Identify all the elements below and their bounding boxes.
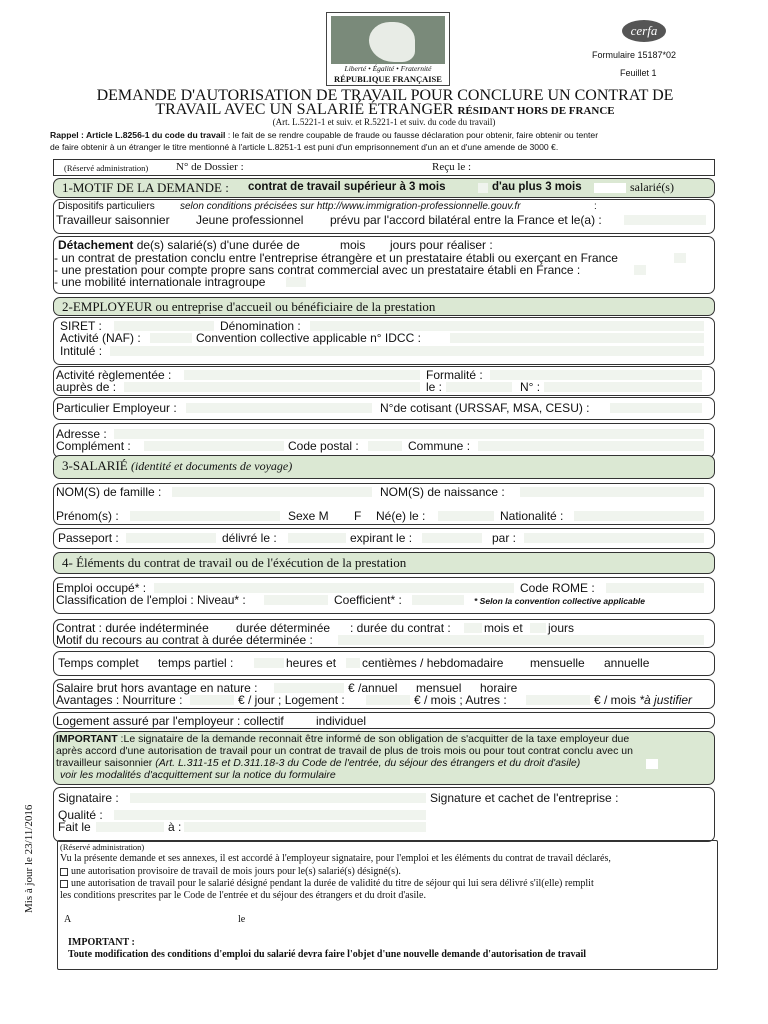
employee-box [53,483,715,525]
dispositifs-note: selon conditions précisées sur http://www.immigration-professionnelle.gouv.fr [180,201,521,212]
commune-label: Commune : [408,439,471,453]
dispositifs-box [53,199,715,234]
section4-title: 4- Éléments du contrat de travail ou de l'éxécution de la prestation [62,555,407,570]
reminder-line2: de faire obtenir à un étranger le titre mentionné à l'article L.8251-1 est puni d'un emprisonnement d'un an et d'une amende de 3000 €. [50,142,559,152]
mois-et-label: mois et [484,621,523,635]
qualite-field[interactable] [114,810,426,820]
housing-box [53,712,715,729]
form-number: Formulaire 15187*02 [592,50,677,60]
detach-option-1-check[interactable] [674,253,686,263]
salaire-label: Salaire brut hors avantage en nature : [56,681,258,695]
expirant-label: expirant le : [350,531,413,545]
section3-header [53,455,715,479]
cerfa-logo: cerfa [622,20,666,42]
duree-jours-field[interactable] [530,623,546,633]
naissance-field[interactable] [520,487,704,497]
formalite-date-field[interactable] [446,382,512,392]
salaire-field[interactable] [274,683,344,693]
reminder-line1: Rappel : Article L.8256-1 du code du travail : le fait de se rendre coupable de fraude ou fausse déclaration pour obtenir, faire obtenir ou tenter [50,130,599,140]
cp-label: Code postal : [288,439,359,453]
activite-label: Activité (NAF) : [60,331,141,345]
articles-ref: (Art. L.5221-1 et suiv. et R.5221-1 et suiv. du code du travail) [272,117,496,127]
justifier-label: € / mois *à justifier [594,693,693,707]
naf-field[interactable] [150,333,192,343]
temps-complet-option[interactable]: Temps complet [58,656,139,670]
section1-title: 1-MOTIF DE LA DEMANDE : [62,180,229,195]
motto: Liberté • Égalité • Fraternité [344,64,432,73]
denomination-field[interactable] [310,321,704,331]
passport-box [53,528,715,549]
coefficient-field[interactable] [412,595,464,605]
annuel-option[interactable]: € /annuel [348,681,398,695]
temps-partiel-option[interactable]: temps partiel : [158,656,234,670]
hebdomadaire-option[interactable]: centièmes / hebdomadaire [362,656,504,670]
detachement-line: Détachement de(s) salarié(s) d'une durée de [58,238,300,252]
mensuel-option[interactable]: mensuel [416,681,462,695]
address-box [53,423,715,458]
cachet-label: Signature et cachet de l'entreprise : [430,791,619,805]
cp-field[interactable] [368,441,402,451]
sheet-number: Feuillet 1 [620,68,657,78]
detach-option-2-check[interactable] [634,265,646,275]
jours-label: jours [548,621,575,635]
detach-jours-label: jours pour réaliser : [390,238,493,252]
par-label: par : [492,531,517,545]
formalite-label: Formalité : [426,368,483,382]
detach-option-1[interactable]: - un contrat de prestation conclu entre l'entreprise étrangère et un prestataire établi ou exerçant en France [54,251,618,265]
sexe-f-option[interactable]: F [354,509,362,523]
mensuelle-option[interactable]: mensuelle [530,656,585,670]
formalite-date-label: le : [426,380,443,394]
option-more-3-months[interactable]: contrat de travail supérieur à 3 mois [248,181,446,193]
siret-label: SIRET : [60,319,102,333]
siret-field[interactable] [114,321,214,331]
particulier-label: Particulier Employeur : [56,401,177,415]
heures-label: heures et [286,656,337,670]
particulier-box [53,397,715,420]
rome-field[interactable] [606,583,704,593]
complement-field[interactable] [144,441,284,451]
annuelle-option[interactable]: annuelle [604,656,650,670]
heures-field[interactable] [254,658,284,668]
adresse-label: Adresse : [56,427,107,441]
saisonnier-option[interactable]: Travailleur saisonnier [56,213,170,227]
admin-decision-box [57,840,718,970]
detach-option-3[interactable]: - une mobilité internationale intragroupe [54,275,266,289]
cdi-option[interactable]: Contrat : durée indéterminée [56,621,209,635]
lieu-field[interactable] [184,822,426,832]
logement-label: € / jour ; Logement : [238,693,345,707]
checkbox-more-3-months[interactable] [478,183,488,193]
salaries-count-field[interactable] [594,183,626,193]
job-box [53,577,715,614]
aupres-field[interactable] [124,382,420,392]
cotisant-field[interactable] [610,403,702,413]
form-title-line2: TRAVAIL AVEC UN SALARIÉ ÉTRANGER RÉSIDANT HORS DE FRANCE [155,101,615,118]
ne-label: Né(e) le : [376,509,426,523]
lieu-label: à : [168,820,182,834]
coefficient-label: Coefficient* : [334,593,402,607]
dispositifs-colon: : [594,201,597,212]
qualite-label: Qualité : [58,808,103,822]
important-line2: après accord d'une autorisation de travail pour un contrat de travail de plus de trois mois ou pour tout contrat conclu avec un [56,745,633,757]
admin-line3: une autorisation de travail pour le salarié désigné pendant la durée de validité du titre de séjour qui lui sera délivré s'il(elle) remplit [60,878,594,889]
permanent-checkbox[interactable] [60,880,68,888]
horaire-option[interactable]: horaire [480,681,518,695]
duree-label: : durée du contrat : [350,621,451,635]
admin-line4: les conditions prescrites par le Code de l'entrée et du séjour des étrangers et du droit d'asile. [60,890,426,901]
salaries-label: salarié(s) [630,180,674,194]
section2-title: 2-EMPLOYEUR ou entreprise d'accueil ou bénéficiaire de la prestation [62,299,436,314]
passeport-label: Passeport : [58,531,119,545]
ne-field[interactable] [438,511,494,521]
admin-line1: Vu la présente demande et ses annexes, il est accordé à l'employeur signataire, pour l'emploi et les éléments du contrat de travail déclarés, [60,853,611,864]
accord-label: prévu par l'accord bilatéral entre la France et le(a) : [330,213,602,227]
working-time-box [53,651,715,676]
republic-label: RÉPUBLIQUE FRANÇAISE [334,74,442,84]
salary-box [53,679,715,709]
particulier-field[interactable] [186,403,372,413]
prenom-field[interactable] [130,511,280,521]
detach-option-2[interactable]: - une prestation pour compte propre sans contrat commercial avec un prestataire établi en France : [54,263,581,277]
section2-header [53,297,715,316]
formalite-number-label: N° : [520,380,541,394]
admin-date-label: le [238,914,246,925]
jeune-pro-option[interactable]: Jeune professionnel [196,213,304,227]
activity-regulated-box [53,366,715,396]
admin-reserved-label: (Réservé administration) [60,842,145,852]
emploi-label: Emploi occupé* : [56,581,147,595]
nourriture-field[interactable] [190,695,234,705]
aupres-label: auprès de : [56,380,117,394]
section3-title: 3-SALARIÉ (identité et documents de voyage) [62,458,293,473]
nationalite-field[interactable] [574,511,704,521]
nom-label: NOM(S) de famille : [56,485,162,499]
logement-field[interactable] [366,695,410,705]
idcc-field[interactable] [450,333,704,343]
contract-box [53,619,715,648]
passeport-field[interactable] [126,533,216,543]
form-title-line1: DEMANDE D'AUTORISATION DE TRAVAIL POUR CONCLURE UN CONTRAT DE [96,87,674,104]
prenom-label: Prénom(s) : [56,509,119,523]
provisional-checkbox[interactable] [60,868,68,876]
accord-country-field[interactable] [624,215,706,225]
admin-lieu-label: A [64,914,72,925]
cdd-option[interactable]: durée déterminée [236,621,331,635]
detachement-box [53,236,715,294]
reserved-label: (Réservé administration) [64,163,149,173]
detach-option-3-check[interactable] [286,277,306,287]
update-date: Mis à jour le 23/11/2016 [23,804,35,913]
marianne-icon [331,16,445,64]
complement-label: Complément : [56,439,131,453]
emploi-field[interactable] [154,583,514,593]
autres-field[interactable] [526,695,590,705]
nom-field[interactable] [172,487,372,497]
fait-date-field[interactable] [96,822,164,832]
intitule-label: Intitulé : [60,344,103,358]
admin-dossier-row [53,159,715,176]
admin-line2: une autorisation provisoire de travail de mois jours pour le(s) salarié(s) désigné(s). [60,866,401,877]
motif-field[interactable] [338,635,704,645]
important-box [53,731,715,785]
delivre-label: délivré le : [222,531,277,545]
autres-label: € / mois ; Autres : [414,693,507,707]
reglementee-label: Activité règlementée : [56,368,172,382]
adresse-field[interactable] [114,429,704,439]
employer-box [53,317,715,365]
cotisant-label: N°de cotisant (URSSAF, MSA, CESU) : [380,401,590,415]
dossier-label: N° de Dossier : [176,161,244,173]
admin-notice: Toute modification des conditions d'emploi du salarié devra faire l'objet d'une nouvelle demande d'autorisation de travail [68,949,587,960]
recu-label: Reçu le : [432,161,472,173]
formalite-number-field[interactable] [544,382,702,392]
motif-label: Motif du recours au contrat à durée déterminée : [56,633,313,647]
reglementee-field[interactable] [184,370,420,380]
centiemes-field[interactable] [346,658,360,668]
expirant-field[interactable] [422,533,482,543]
avantages-label: Avantages : Nourriture : [56,693,183,707]
niveau-field[interactable] [264,595,328,605]
marianne-logo [326,12,450,86]
detach-mois-label: mois [340,238,366,252]
tax-acknowledge-check[interactable] [646,759,658,769]
par-field[interactable] [524,533,704,543]
signataire-label: Signataire : [58,791,119,805]
important-line3: travailleur saisonnier (Art. L.311-15 et D.311.18-3 du Code de l'entrée, du séjour des étrangers et du droit d'asile) [56,757,581,769]
rome-label: Code ROME : [520,581,595,595]
sexe-m-option[interactable]: Sexe M [288,509,329,523]
important-line4: voir les modalités d'acquittement sur la notice du formulaire [60,769,336,781]
commune-field[interactable] [478,441,704,451]
important-line1: IMPORTANT :Le signataire de la demande reconnait être informé de son obligation de s'acquitter de la taxe employeur due [56,733,630,745]
nationalite-label: Nationalité : [500,509,564,523]
intitule-field[interactable] [110,346,704,356]
dispositifs-label: Dispositifs particuliers [58,201,155,212]
denomination-label: Dénomination : [220,319,301,333]
fait-label: Fait le [58,820,91,834]
naissance-label: NOM(S) de naissance : [380,485,505,499]
section1-header [53,178,715,198]
option-max-3-months[interactable]: d'au plus 3 mois [492,181,582,193]
convention-note: * Selon la convention collective applicable [474,596,645,606]
delivre-field[interactable] [288,533,346,543]
signature-box [53,787,715,842]
duree-mois-field[interactable] [464,623,482,633]
admin-important-label: IMPORTANT : [68,937,135,948]
collectif-option[interactable]: Logement assuré par l'employeur : collectif [56,714,284,728]
classification-label: Classification de l'emploi : Niveau* : [56,593,246,607]
individuel-option[interactable]: individuel [316,714,367,728]
signataire-field[interactable] [130,793,426,803]
section4-header [53,552,715,574]
convention-label: Convention collective applicable n° IDCC : [196,331,421,345]
formalite-field[interactable] [490,370,702,380]
